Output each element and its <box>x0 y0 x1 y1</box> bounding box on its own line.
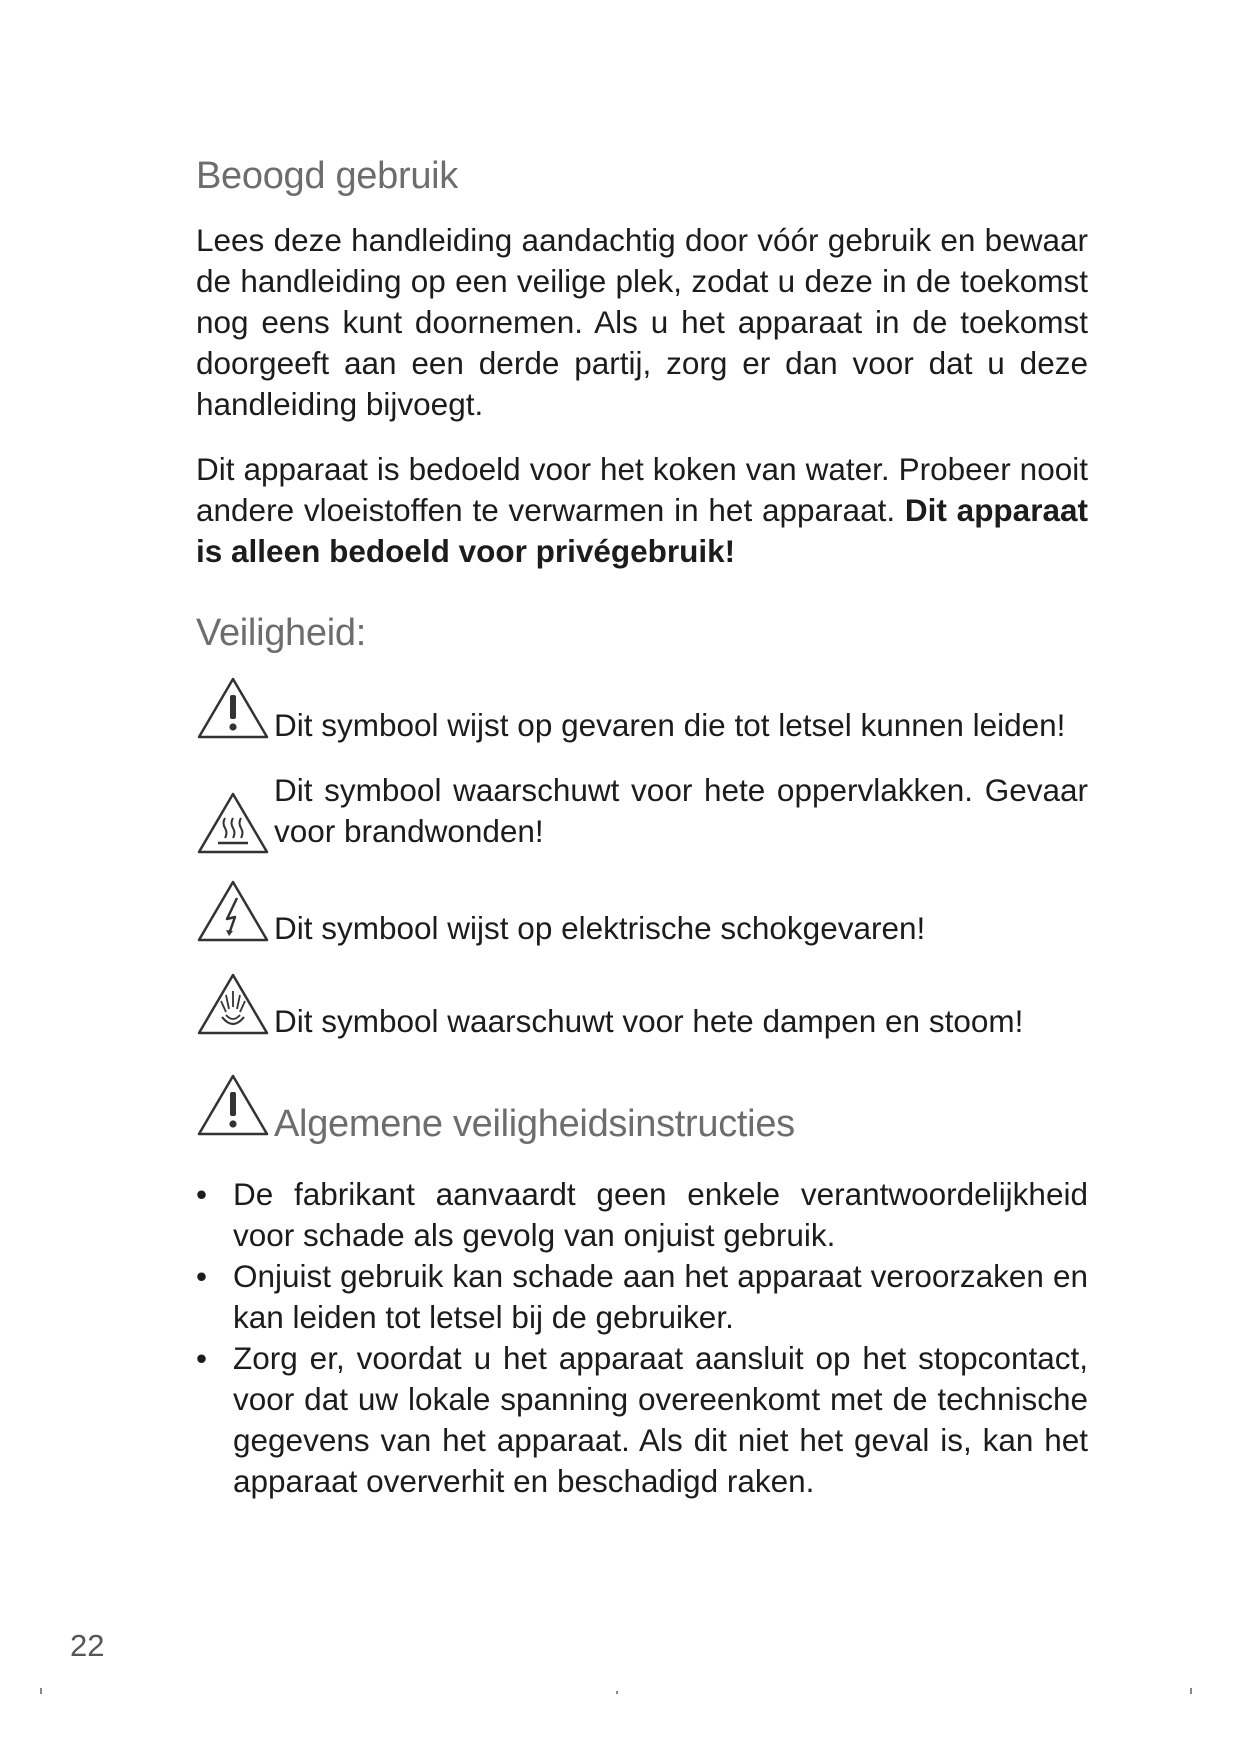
hot-surface-icon <box>196 790 270 856</box>
crop-mark <box>40 1688 42 1694</box>
safety-heading: Veiligheid: <box>196 612 366 654</box>
bullet: • <box>196 1176 208 1212</box>
symbol-electric-shock-text: Dit symbool wijst op elektrische schokgevaren! <box>274 910 926 946</box>
page-number: 22 <box>70 1628 105 1663</box>
crop-mark <box>1190 1688 1192 1694</box>
private-use-notice: Dit apparaat is alleen bedoeld voor privégebruik! <box>196 492 1088 569</box>
bullet: • <box>196 1258 208 1294</box>
list-item <box>196 1174 1088 1256</box>
crop-mark <box>616 1691 618 1694</box>
list-item-text: Zorg er, voordat u het apparaat aansluit op het stopcontact, voor dat uw lokale spanning overeenkomt met de technische gegevens van het apparaat. Als dit niet het geval is, kan het apparaat oververhit en beschadigd raken. <box>233 1340 1088 1499</box>
general-safety-heading: Algemene veiligheidsinstructies <box>274 1103 795 1145</box>
symbol-row-hot-surface <box>196 770 1088 856</box>
intended-use-heading: Beoogd gebruik <box>196 155 459 197</box>
manual-page <box>196 155 1088 1502</box>
steam-icon <box>196 971 270 1037</box>
symbol-warning-text: Dit symbool wijst op gevaren die tot letsel kunnen leiden! <box>274 707 1066 743</box>
list-item-text: De fabrikant aanvaardt geen enkele verantwoordelijkheid voor schade als gevolg van onjuist gebruik. <box>233 1176 1088 1253</box>
symbol-row-electric-shock <box>196 878 1088 949</box>
general-safety-heading-row <box>196 1072 1088 1146</box>
bullet: • <box>196 1340 208 1376</box>
list-item <box>196 1338 1088 1502</box>
symbol-steam-text: Dit symbool waarschuwt voor hete dampen en stoom! <box>274 1003 1024 1039</box>
symbol-hot-surface-text: Dit symbool waarschuwt voor hete oppervlakken. Gevaar voor brandwonden! <box>274 772 1088 849</box>
symbol-row-steam <box>196 971 1088 1042</box>
warning-icon <box>196 1072 270 1138</box>
electric-shock-icon <box>196 878 270 944</box>
warning-icon <box>196 675 270 741</box>
intended-use-paragraph: Lees deze handleiding aandachtig door vóór gebruik en bewaar de handleiding op een veilige plek, zodat u deze in de toekomst nog eens kunt doornemen. Als u het apparaat in de toekomst doorgeeft aan een derde partij, zorg er dan voor dat u deze handleiding bijvoegt. <box>196 222 1088 422</box>
list-item-text: Onjuist gebruik kan schade aan het apparaat veroorzaken en kan leiden tot letsel bij de gebruiker. <box>233 1258 1088 1335</box>
list-item <box>196 1256 1088 1338</box>
intended-use-purpose-paragraph <box>196 449 1088 572</box>
purpose-text: Dit apparaat is bedoeld voor het koken van water. Probeer nooit andere vloeistoffen te verwarmen in het apparaat. <box>196 451 1088 528</box>
symbol-row-warning <box>196 675 1088 746</box>
general-safety-list <box>196 1174 1088 1502</box>
